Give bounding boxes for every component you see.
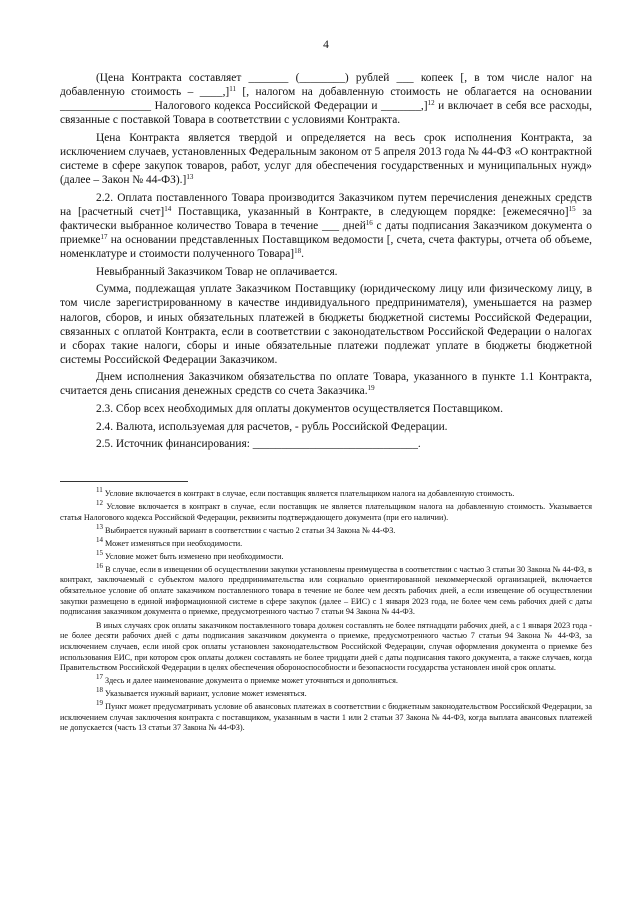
footnote-14 <box>60 535 592 550</box>
payment-date-text: Днем исполнения Заказчиком обязательства по оплате Товара, указанного в пункте 1.1 Контракта, считается день списания денежных средств со счета Заказчика. <box>60 371 592 398</box>
footnote-ref-11[interactable]: 11 <box>229 85 236 94</box>
footnote-16 <box>60 561 592 618</box>
clause-2-5: 2.5. Источник финансирования: _____________________________. <box>96 438 421 451</box>
footnote-17 <box>60 673 592 687</box>
footnote-marker-19: 19 <box>96 699 103 708</box>
footnote-18 <box>60 686 592 700</box>
payment-text-4: с даты подписания Заказчиком документа о приемке <box>60 219 592 247</box>
footnote-marker-16: 16 <box>96 561 103 570</box>
footnote-marker-13: 13 <box>96 522 103 531</box>
price-text-1: (Цена Контракта составляет _______ (________) рублей ___ копеек [, в том числе налог на добавленную стоимость – ____,] <box>60 72 592 99</box>
footnote-12 <box>60 499 592 523</box>
footnote-11-text: Условие включается в контракт в случае, если поставщик является плательщиком налога на добавленную стоимость. <box>104 489 515 499</box>
footnote-19-text: Пункт может предусматривать условие об авансовых платежах в соответствии с бюджетным законодательством Российской Федерации, за исключением случая заключения контракта с поставщиком, указанным в части 1 или 2 статьи 37 Закона № 44-ФЗ, когда выплата авансовых платежей не допускается (часть 13 статьи 37 Закона № 44-ФЗ). <box>60 702 592 733</box>
footnote-separator <box>60 481 188 482</box>
payment-clause-2-2 <box>60 191 592 261</box>
payment-text-2: Поставщика, указанный в Контракте, в следующем порядке: [ежемесячно] <box>171 205 569 218</box>
footnote-14-text: Может изменяться при необходимости. <box>105 538 243 548</box>
footnote-13-text: Выбирается нужный вариант в соответствии с частью 2 статьи 34 Закона № 44-ФЗ. <box>105 525 396 535</box>
footnote-marker-15: 15 <box>96 548 103 557</box>
footnote-marker-17: 17 <box>96 673 103 682</box>
footnote-19 <box>60 699 592 734</box>
footnote-ref-17[interactable]: 17 <box>100 233 108 242</box>
clause-2-3: 2.3. Сбор всех необходимых для оплаты документов осуществляется Поставщиком. <box>96 403 503 416</box>
footnote-ref-13[interactable]: 13 <box>186 173 194 182</box>
footnote-marker-14: 14 <box>96 535 103 544</box>
price-text-3: и включает в себя все расходы, связанные с поставкой Товара в соответствии с условиями Контракта. <box>60 100 592 127</box>
footnote-ref-18[interactable]: 18 <box>294 247 302 256</box>
payment-text-3: за фактически выбранное количество Товара в течение ___ дней <box>60 205 592 232</box>
footnote-11 <box>60 486 592 500</box>
clause-2-4: 2.4. Валюта, используемая для расчетов, - рубль Российской Федерации. <box>96 420 448 433</box>
fixed-price-text: Цена Контракта является твердой и определяется на весь срок исполнения Контракта, за исключением случаев, установленных Федеральным законом от 5 апреля 2013 года № 44-ФЗ «О контрактной системе в сфере закупок товаров, работ, услуг для обеспечения государственных и муниципальных нужд» (далее – Закон № 44-ФЗ).] <box>60 131 592 187</box>
fixed-price-paragraph <box>60 131 592 187</box>
footnote-ref-15[interactable]: 15 <box>568 204 576 213</box>
payment-text-6: . <box>301 248 304 261</box>
price-paragraph <box>60 71 592 127</box>
price-text-2: [, налогом на добавленную стоимость не облагается на основании ________________ Налогового кодекса Российской Федерации и _______,] <box>60 86 592 113</box>
page-number: 4 <box>323 39 329 51</box>
footnote-marker-18: 18 <box>96 686 103 695</box>
footnote-15-text: Условие может быть изменено при необходимости. <box>105 551 284 561</box>
footnotes <box>60 486 592 734</box>
tax-deduction-paragraph: Сумма, подлежащая уплате Заказчиком Поставщику (юридическому лицу или физическому лицу, в том числе зарегистрированному в качестве индивидуального предпринимателя), уменьшается на размер налогов, сборов, и иных обязательных платежей в бюджеты бюджетной системы Российской Федерации, связанных с оплатой Контракта, если в соответствии с законодательством Российской Федерации о налогах и сборах такие налоги, сборы и иные обязательные платежи подлежат уплате в бюджеты бюджетной системы Российской Федерации Заказчиком. <box>60 283 592 366</box>
footnote-marker-12: 12 <box>96 499 103 508</box>
contract-body <box>60 71 592 451</box>
footnote-16-text: В случае, если в извещении об осуществлении закупки установлены преимущества в соответствии с частью 3 статьи 30 Закона № 44-ФЗ, в контракт, заключаемый с субъектом малого предпринимательства или социально ориентированной некоммерческой организацией, включается обязательное условие об оплате заказчиком поставленного товара в течение не более чем десять рабочих дней, а если извещение об осуществлении закупки размещено в единой информационной системе в сфере закупок (далее – ЕИС) с 1 января 2023 года, не более чем семь рабочих дней с даты подписания заказчиком документа о приемке, предусмотренного частью 7 статьи 94 Закона № 44-ФЗ. <box>60 564 592 617</box>
footnote-18-text: Указывается нужный вариант, условие может изменяться. <box>105 689 307 699</box>
footnote-ref-12[interactable]: 12 <box>427 99 435 108</box>
payment-text-5: на основании представленных Поставщиком ведомости [, счета, счета фактуры, отчета об объеме, номенклатуре и стоимости полученного Товара] <box>60 234 592 261</box>
payment-text-1: 2.2. Оплата поставленного Товара производится Заказчиком путем перечисления денежных средств на [расчетный счет] <box>60 191 592 218</box>
payment-date-paragraph <box>60 370 592 398</box>
footnote-15 <box>60 548 592 563</box>
footnote-marker-11: 11 <box>96 486 103 495</box>
footnote-17-text: Здесь и далее наименование документа о приемке может уточняться и дополняться. <box>105 676 398 686</box>
footnote-ref-19[interactable]: 19 <box>367 384 375 393</box>
footnote-16-continued: В иных случаях срок оплаты заказчиком поставленного товара должен составлять не более пятнадцати рабочих дней, а с 1 января 2023 года - не более десяти рабочих дней с даты подписания заказчиком документа о приемке, предусмотренного частью 7 статьи 94 Закона № 44-ФЗ, за исключением случаев, если иной срок оплаты установлен законодательством Российской Федерации, случая оформления документа о приемке без использования ЕИС, при котором срок оплаты должен составлять не более тридцати дней с даты подписания такого документа, а также случаев, когда Правительством Российской Федерации в целях обеспечения обороноспособности и безопасности государства установлен иной срок оплаты. <box>60 620 592 673</box>
footnote-ref-16[interactable]: 16 <box>365 218 373 227</box>
footnote-ref-14[interactable]: 14 <box>164 204 172 213</box>
footnote-12-text: Условие включается в контракт в случае, если поставщик не является плательщиком налога на добавленную стоимость. Указывается статья Налогового кодекса Российской Федерации, реквизиты подтверждающего документа (при его наличии). <box>60 502 592 522</box>
unselected-goods-paragraph: Невыбранный Заказчиком Товар не оплачивается. <box>96 265 338 278</box>
footnote-13 <box>60 522 592 537</box>
